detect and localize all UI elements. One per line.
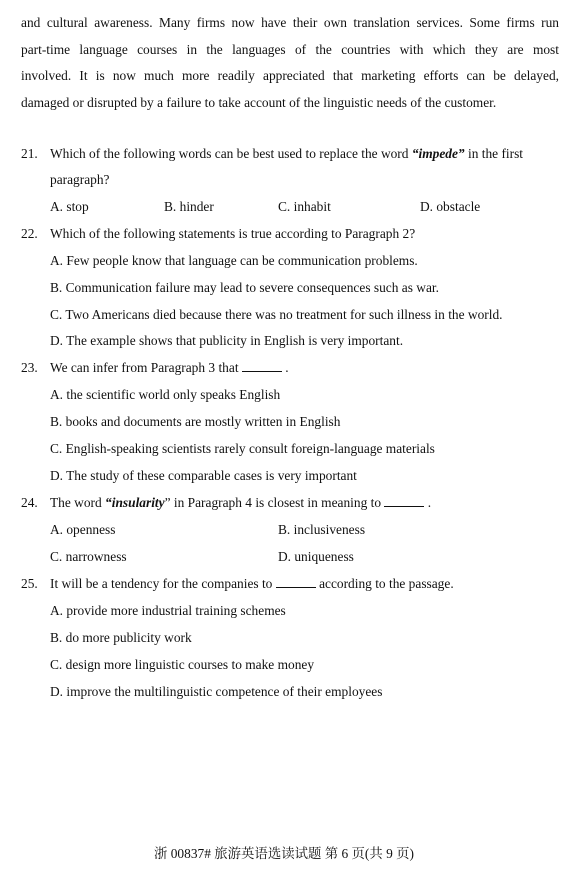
option-b: B. hinder: [164, 199, 214, 214]
option-c: C. narrowness: [50, 549, 127, 564]
answer-blank: [384, 496, 424, 507]
question-stem: The word “insularity” in Paragraph 4 is closest in meaning to .: [50, 495, 432, 510]
option-a: A. Few people know that language can be communication problems.: [50, 253, 418, 268]
question-stem: It will be a tendency for the companies to according to the passage.: [50, 576, 454, 591]
passage-line: damaged or disrupted by a failure to take account of the linguistic needs of the customer.: [21, 94, 497, 110]
question-number: 21.: [21, 146, 38, 161]
question-number: 25.: [21, 576, 38, 591]
option-d: D. obstacle: [420, 199, 481, 214]
option-c: C. English-speaking scientists rarely consult foreign-language materials: [50, 441, 435, 456]
option-a: A. stop: [50, 199, 89, 214]
option-d: D. uniqueness: [278, 549, 354, 564]
option-b: B. books and documents are mostly written in English: [50, 414, 341, 429]
answer-blank: [242, 361, 282, 372]
option-a: A. the scientific world only speaks English: [50, 387, 281, 402]
passage-line: part-time language courses in the languages of the countries with which they are most: [21, 41, 559, 57]
passage-paragraph: [21, 10, 559, 116]
option-a: A. openness: [50, 522, 116, 537]
question-stem: Which of the following words can be best used to replace the word “impede” in the first: [50, 146, 524, 161]
question-number: 22.: [21, 226, 38, 241]
option-d: D. The study of these comparable cases is very important: [50, 468, 357, 483]
option-c: C. inhabit: [278, 199, 331, 214]
passage-line: involved. It is now much more readily appreciated that marketing efforts can be delayed,: [21, 68, 559, 84]
question-stem: Which of the following statements is true according to Paragraph 2?: [50, 226, 416, 241]
option-c: C. design more linguistic courses to make money: [50, 657, 315, 672]
question-stem: We can infer from Paragraph 3 that .: [50, 360, 289, 375]
option-b: B. do more publicity work: [50, 630, 192, 645]
option-b: B. Communication failure may lead to severe consequences such as war.: [50, 280, 439, 295]
question-number: 24.: [21, 495, 38, 510]
passage-line: and cultural awareness. Many firms now have their own translation services. Some firms run: [21, 15, 559, 30]
option-a: A. provide more industrial training schemes: [50, 603, 286, 618]
option-d: D. improve the multilinguistic competence of their employees: [50, 684, 383, 699]
question-stem-line2: paragraph?: [50, 172, 110, 187]
option-c: C. Two Americans died because there was no treatment for such illness in the world.: [50, 307, 503, 322]
option-d: D. The example shows that publicity in English is very important.: [50, 333, 404, 348]
question-number: 23.: [21, 360, 38, 375]
option-b: B. inclusiveness: [278, 522, 366, 537]
page-footer: 浙 00837# 旅游英语选读试题 第 6 页(共 9 页): [154, 846, 414, 861]
answer-blank: [276, 577, 316, 588]
